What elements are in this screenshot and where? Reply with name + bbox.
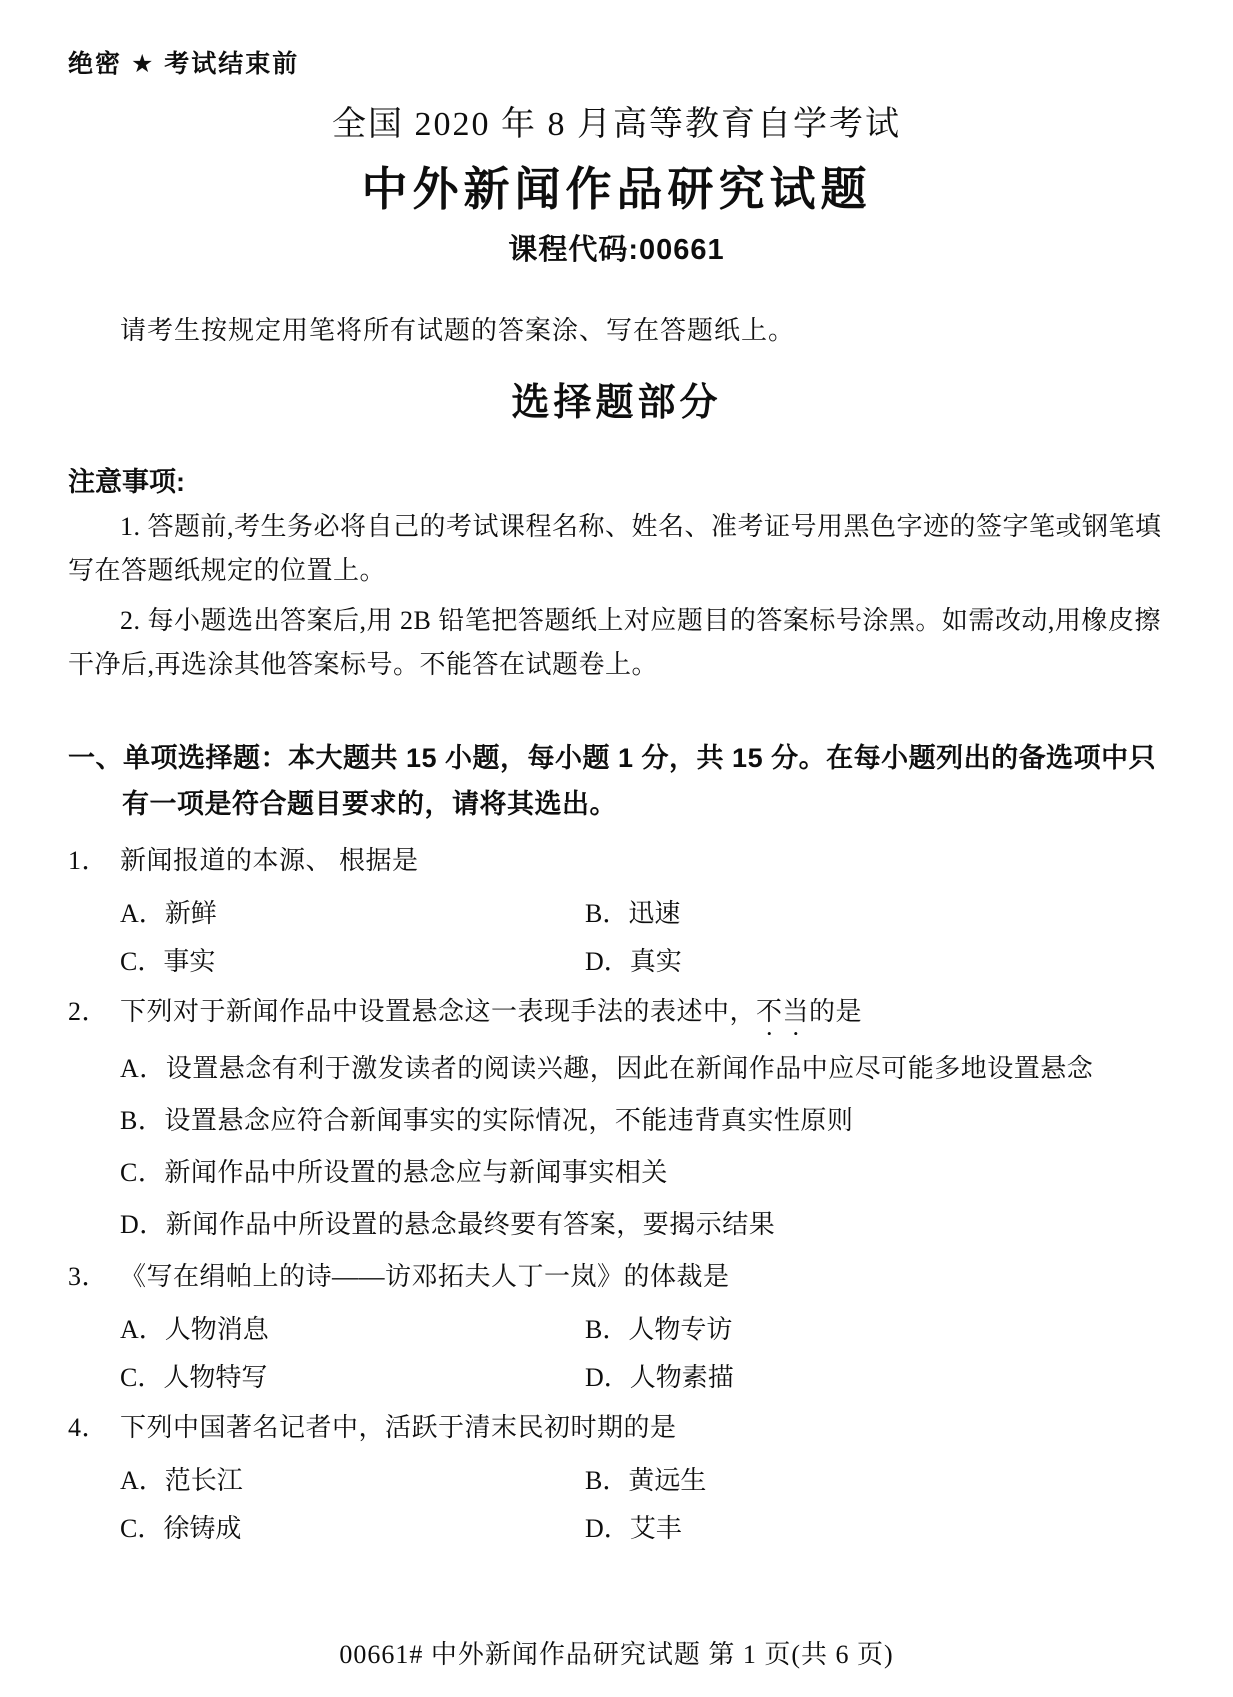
question-1-options bbox=[120, 890, 1165, 986]
option-a: A．设置悬念有利于激发读者的阅读兴趣，因此在新闻作品中应尽可能多地设置悬念 bbox=[120, 1054, 1094, 1083]
question-1-stem bbox=[68, 837, 1165, 890]
question-3-stem bbox=[68, 1253, 1165, 1306]
answer-instruction: 请考生按规定用笔将所有试题的答案涂、写在答题纸上。 bbox=[120, 316, 796, 345]
question-stem-text: 新闻报道的本源、 根据是 bbox=[120, 846, 419, 875]
part-one-heading: 一、单项选择题：本大题共 15 小题，每小题 1 分，共 15 分。在每小题列出的备选项中只有一项是符合题目要求的，请将其选出。 bbox=[68, 743, 1157, 819]
paper-title: 中外新闻作品研究试题 bbox=[361, 163, 872, 215]
question-stem-tail: 的是 bbox=[809, 997, 863, 1026]
option-d: D．新闻作品中所设置的悬念最终要有答案，要揭示结果 bbox=[120, 1210, 776, 1239]
option-b: B．迅速 bbox=[585, 899, 681, 928]
question-4-stem bbox=[68, 1404, 1165, 1457]
option-b: B．设置悬念应符合新闻事实的实际情况，不能违背真实性原则 bbox=[120, 1106, 854, 1135]
security-classification: 绝密 ★ 考试结束前 bbox=[68, 50, 300, 78]
notes-heading: 注意事项: bbox=[68, 467, 185, 497]
option-a: A．人物消息 bbox=[120, 1315, 269, 1344]
option-d: D．人物素描 bbox=[585, 1363, 734, 1392]
note-item-2: 2. 每小题选出答案后,用 2B 铅笔把答题纸上对应题目的答案标号涂黑。如需改动,用橡皮擦干净后,再选涂其他答案标号。不能答在试题卷上。 bbox=[68, 606, 1161, 679]
option-a: A．新鲜 bbox=[120, 899, 217, 928]
option-a: A．范长江 bbox=[120, 1466, 243, 1495]
option-b: B．黄远生 bbox=[585, 1466, 707, 1495]
option-c: C．人物特写 bbox=[120, 1363, 268, 1392]
question-3-options bbox=[120, 1306, 1165, 1402]
question-number: 3． bbox=[68, 1262, 109, 1291]
question-stem-text: 下列中国著名记者中，活跃于清末民初时期的是 bbox=[120, 1413, 677, 1442]
question-2-stem bbox=[68, 988, 1165, 1041]
option-c: C．徐铸成 bbox=[120, 1514, 242, 1543]
question-4-options bbox=[120, 1457, 1165, 1553]
question-stem-text: 下列对于新闻作品中设置悬念这一表现手法的表述中， bbox=[120, 997, 757, 1026]
option-c: C．事实 bbox=[120, 947, 216, 976]
note-item-1: 1. 答题前,考生务必将自己的考试课程名称、姓名、准考证号用黑色字迹的签字笔或钢笔填写在答题纸规定的位置上。 bbox=[68, 512, 1162, 585]
question-number: 1． bbox=[68, 846, 109, 875]
question-1 bbox=[68, 837, 1165, 986]
question-stem-text: 《写在绢帕上的诗——访邓拓夫人丁一岚》的体裁是 bbox=[120, 1262, 730, 1291]
question-2-options bbox=[120, 1045, 1105, 1249]
question-number: 4． bbox=[68, 1413, 109, 1442]
option-c: C．新闻作品中所设置的悬念应与新闻事实相关 bbox=[120, 1158, 668, 1187]
option-d: D．艾丰 bbox=[585, 1514, 682, 1543]
question-number: 2． bbox=[68, 997, 109, 1026]
question-4 bbox=[68, 1404, 1165, 1553]
option-d: D．真实 bbox=[585, 947, 682, 976]
question-stem-emphasis: 不当 bbox=[756, 997, 810, 1026]
section-title: 选择题部分 bbox=[511, 382, 722, 424]
exam-session-title: 全国 2020 年 8 月高等教育自学考试 bbox=[332, 106, 901, 143]
question-2 bbox=[68, 988, 1165, 1249]
question-3 bbox=[68, 1253, 1165, 1402]
course-code: 课程代码:00661 bbox=[508, 234, 725, 266]
question-list bbox=[68, 837, 1165, 1553]
page-footer: 00661# 中外新闻作品研究试题 第 1 页(共 6 页) bbox=[339, 1640, 894, 1669]
option-b: B．人物专访 bbox=[585, 1315, 733, 1344]
